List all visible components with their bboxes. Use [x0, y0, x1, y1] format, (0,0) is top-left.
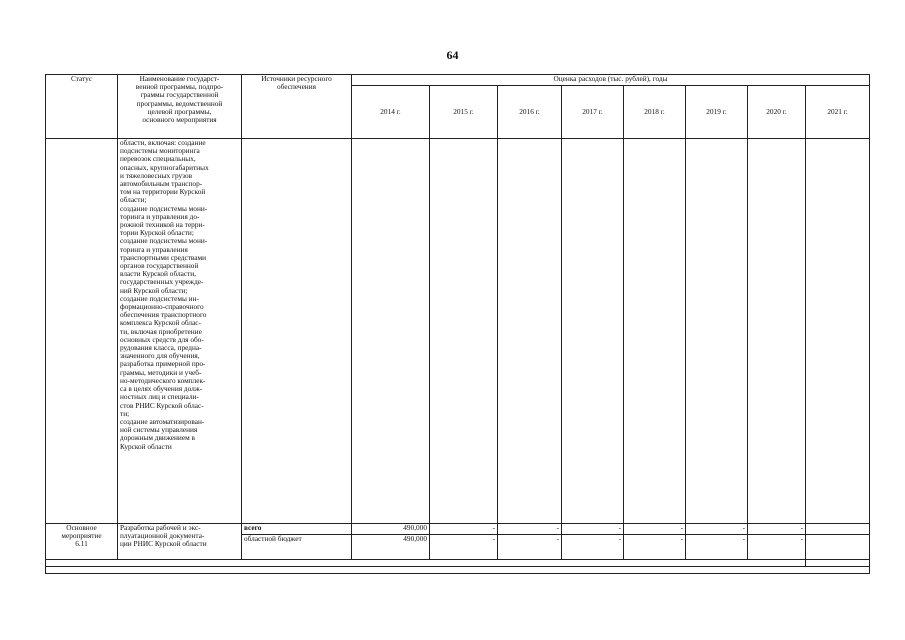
description-line: опасных, крупногабаритных [120, 162, 209, 172]
year-header: 2014 г. [352, 86, 430, 139]
description-line: стов РНИС Курской облас- [120, 400, 204, 410]
measure-name-line: плуатационной документа- [120, 531, 205, 541]
empty-cell [46, 560, 806, 567]
amount-cell: - [748, 535, 806, 560]
continuation-row [46, 139, 870, 524]
amount-cell: 490,000 [352, 524, 430, 535]
amount-cell: - [562, 524, 624, 535]
description-line: тории Курской области; [120, 228, 194, 238]
description-line: Курской области [120, 441, 172, 451]
description-line: но-методического комплек- [120, 375, 206, 385]
measure-status [46, 524, 118, 560]
header-row-1 [46, 75, 870, 86]
description-line: создание подсистемы мони- [120, 236, 208, 246]
measure-status-line: мероприятие [61, 531, 102, 541]
measure-row [46, 524, 870, 535]
amount-cell: - [624, 535, 686, 560]
year-header: 2020 г. [748, 86, 806, 139]
year-header: 2019 г. [686, 86, 748, 139]
description-line: ти; [120, 408, 130, 418]
description-line: торинга и управления [120, 244, 188, 254]
value-cell [806, 139, 870, 524]
description-line: формационно-справочного [120, 302, 204, 312]
header-program-name-line: основного мероприятия [142, 115, 217, 125]
description-line: области; [120, 195, 147, 205]
description-line: государственных учрежде- [120, 277, 204, 287]
measure-name-line: Разработка рабочей и экс- [120, 523, 201, 532]
header-estimate: Оценка расходов (тыс. рублей), годы [352, 75, 870, 86]
value-cell [624, 139, 686, 524]
measure-status-line: Основное [66, 523, 97, 532]
measure-status-line: 6.11 [75, 539, 88, 549]
description-line: перевозок специальных, [120, 154, 196, 164]
year-header: 2016 г. [498, 86, 562, 139]
description-line: ти, включая приобретение [120, 326, 202, 336]
amount-cell: - [498, 524, 562, 535]
description-line: автомобильным транспор- [120, 179, 203, 189]
budget-table [45, 74, 870, 574]
amount-cell: - [686, 524, 748, 535]
amount-cell: - [562, 535, 624, 560]
amount-cell: - [624, 524, 686, 535]
description-line: ний Курской области; [120, 285, 188, 295]
amount-cell [806, 524, 870, 535]
empty-row [46, 560, 870, 567]
description-line: ностных лиц и специали- [120, 392, 199, 402]
continuation-description [118, 139, 242, 524]
empty-cell [46, 567, 870, 574]
measure-name [118, 524, 242, 560]
year-header: 2017 г. [562, 86, 624, 139]
empty-row [46, 567, 870, 574]
amount-cell: - [748, 524, 806, 535]
description-line: рожной техникой на терри- [120, 220, 205, 230]
year-header: 2018 г. [624, 86, 686, 139]
amount-cell: - [430, 535, 498, 560]
empty-cell [806, 560, 870, 567]
header-sources [242, 75, 352, 139]
header-program-name-line: программы, ведомственной [136, 98, 223, 108]
header-sources-line: Источники ресурсного [261, 74, 332, 83]
description-line: дорожным движением в [120, 433, 195, 443]
description-line: граммы, методики и учеб- [120, 367, 202, 377]
header-program-name-line: Наименование государст- [139, 74, 220, 83]
description-line: рудования класса, предна- [120, 343, 202, 353]
page-number: 64 [446, 48, 459, 62]
header-sources-line: обеспечения [277, 82, 316, 92]
header-program-name-line: венной программы, подпро- [135, 82, 224, 92]
amount-cell: - [498, 535, 562, 560]
description-line: власти Курской области, [120, 269, 197, 279]
amount-cell: - [430, 524, 498, 535]
description-line: подсистемы мониторинга [120, 146, 200, 156]
value-cell [498, 139, 562, 524]
value-cell [748, 139, 806, 524]
continuation-status-cell [46, 139, 118, 524]
measure-name-line: ции РНИС Курской области [120, 539, 207, 549]
description-line: создание подсистемы мони- [120, 203, 208, 213]
year-header: 2021 г. [806, 86, 870, 139]
source-label: всего [242, 524, 352, 535]
description-line: комплекса Курской облас- [120, 318, 201, 328]
description-line: основных средств для обо- [120, 334, 204, 344]
value-cell [562, 139, 624, 524]
value-cell [686, 139, 748, 524]
amount-cell: 490,000 [352, 535, 430, 560]
description-line: ной системы управления [120, 425, 198, 435]
description-line: и тяжеловесных грузов [120, 170, 193, 180]
description-line: создание подсистемы ин- [120, 293, 199, 303]
amount-cell [806, 535, 870, 560]
description-line: обеспечения транспортного [120, 310, 207, 320]
description-line: значенного для обучения, [120, 351, 200, 361]
continuation-source-cell [242, 139, 352, 524]
value-cell [352, 139, 430, 524]
description-line: органов государственной [120, 261, 199, 271]
value-cell [430, 139, 498, 524]
description-line: са в целях обучения долж- [120, 384, 203, 394]
header-program-name-line: целевой программы, [147, 106, 212, 116]
header-program-name-line: граммы государственной [140, 90, 219, 100]
description-line: разработка примерной про- [120, 359, 206, 369]
description-line: создание автоматизирован- [120, 416, 205, 426]
amount-cell: - [686, 535, 748, 560]
description-line: области, включая: создание [120, 138, 206, 147]
description-line: торинга и управления до- [120, 211, 200, 221]
header-status: Статус [46, 75, 118, 139]
year-header: 2015 г. [430, 86, 498, 139]
description-line: том на территории Курской [120, 187, 206, 197]
source-label: областной бюджет [242, 535, 352, 560]
header-program-name [118, 75, 242, 139]
description-line: транспортными средствами [120, 252, 207, 262]
